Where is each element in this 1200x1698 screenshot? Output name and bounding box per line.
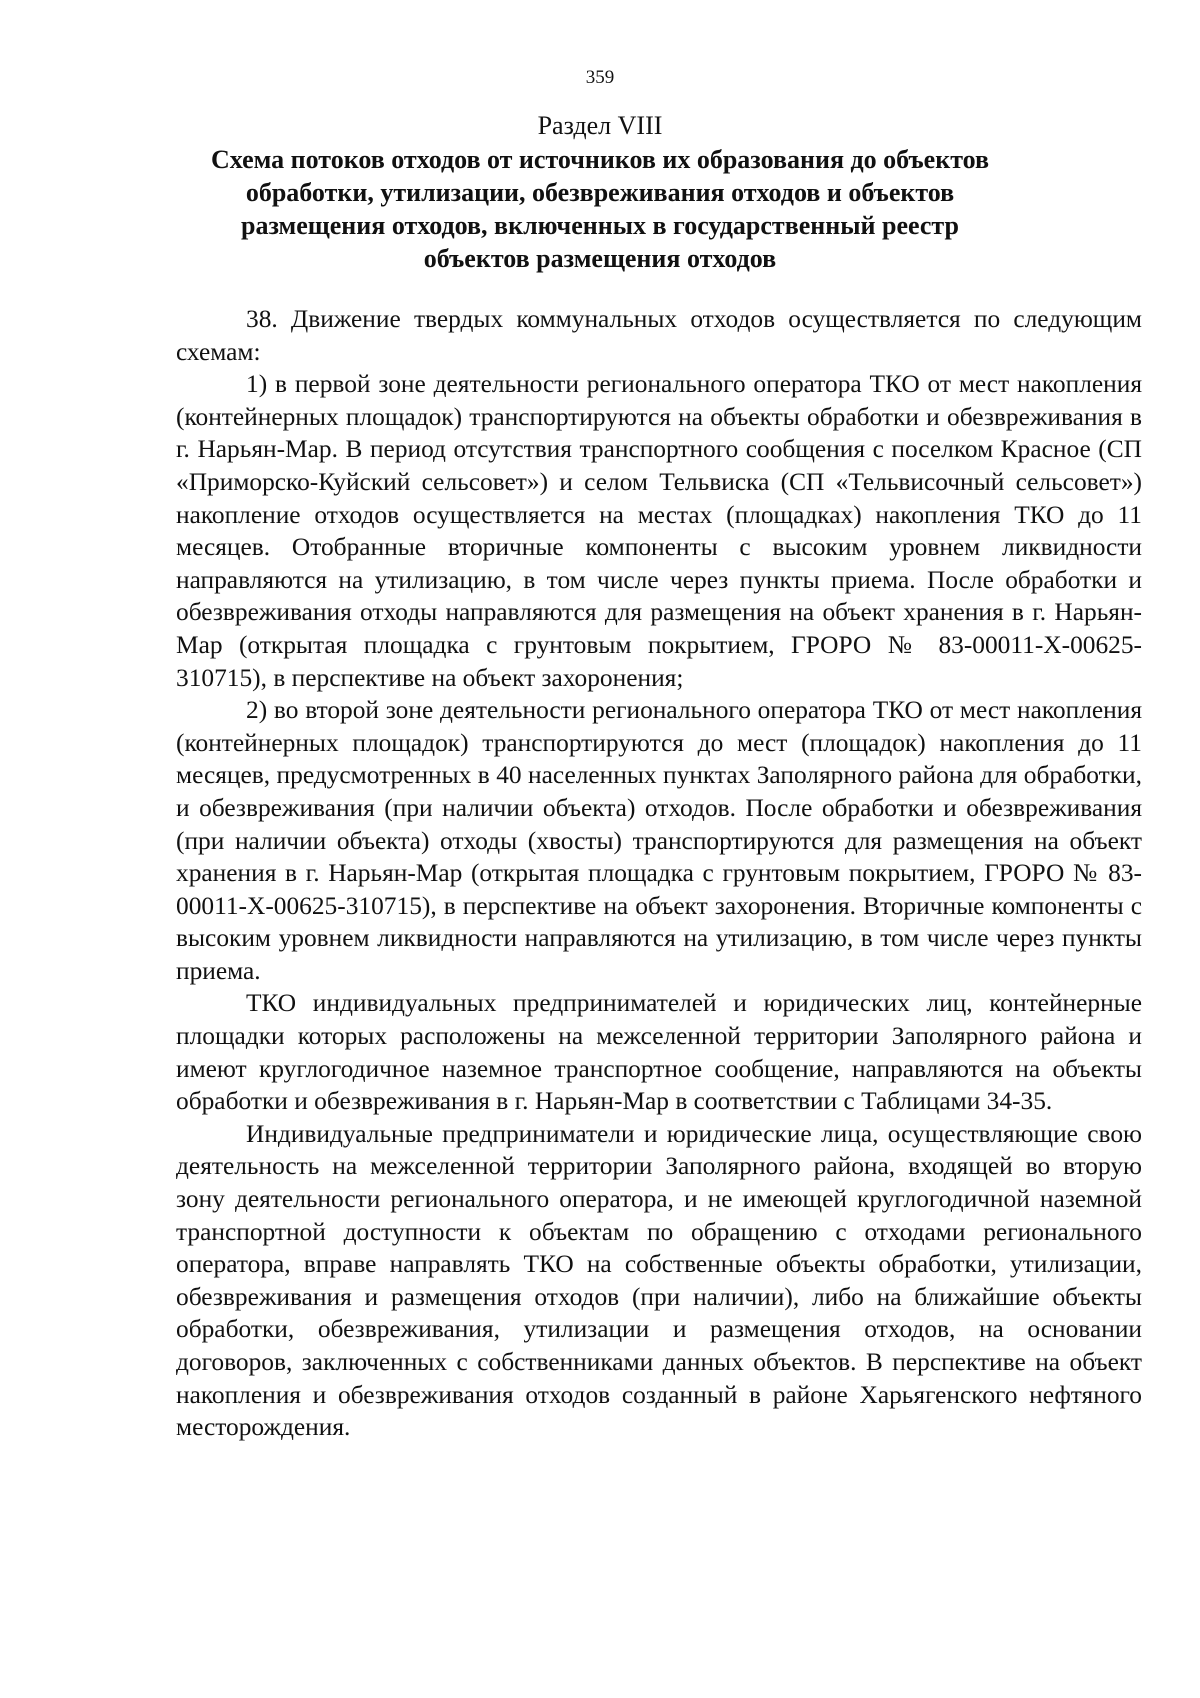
section-heading: Схема потоков отходов от источников их образования до объектов обработки, утилизации, обезвреживания отходов и объектов размещения отходов, включенных в государственный реестр объектов размещения отходов (210, 145, 990, 273)
section-label: Раздел VIII (537, 111, 663, 140)
paragraph-individual-entrepreneurs: ТКО индивидуальных предпринимателей и юридических лиц, контейнерные площадки которых расположены на межселенной территории Заполярного района и имеют круглогодичное наземное транспортное сообщение, направляются на объекты обработки и обезвреживания в г. Нарьян-Мар в соответствии с Таблицами 34-35. (176, 989, 1142, 1116)
paragraph-zone-2: 2) во второй зоне деятельности регионального оператора ТКО от мест накопления (контейнерных площадок) транспортируются до мест (площадок) накопления до 11 месяцев, предусмотренных в 40 населенных пунктах Заполярного района для обработки, и обезвреживания (при наличии объекта) отходов. После обработки и обезвреживания (при наличии объекта) отходы (хвосты) транспортируются для размещения на объект хранения в г. Нарьян-Мар (открытая площадка с грунтовым покрытием, ГРОРО № 83-00011-Х-00625-310715), в перспективе на объект захоронения. Вторичные компоненты с высоким уровнем ликвидности направляются на утилизацию, в том числе через пункты приема. (176, 696, 1142, 985)
paragraph-zone-1: 1) в первой зоне деятельности регионального оператора ТКО от мест накопления (контейнерных площадок) транспортируются на объекты обработки и обезвреживания в г. Нарьян-Мар. В период отсутствия транспортного сообщения с поселком Красное (СП «Приморско-Куйский сельсовет») и селом Тельвиска (СП «Тельвисочный сельсовет») накопление отходов осуществляется на местах (площадках) накопления ТКО до 11 месяцев. Отобранные вторичные компоненты с высоким уровнем ликвидности направляются на утилизацию, в том числе через пункты приема. После обработки и обезвреживания отходы направляются для размещения на объект хранения в г. Нарьян-Мар (открытая площадка с грунтовым покрытием, ГРОРО № 83-00011-Х-00625-310715), в перспективе на объект захоронения; (176, 370, 1142, 692)
page-number: 359 (585, 67, 615, 88)
paragraph-own-facilities: Индивидуальные предприниматели и юридические лица, осуществляющие свою деятельность на межселенной территории Заполярного района, входящей во вторую зону деятельности регионального оператора, и не имеющей круглогодичной наземной транспортной доступности к объектам по обращению с отходами регионального оператора, вправе направлять ТКО на собственные объекты обработки, утилизации, обезвреживания и размещения отходов (при наличии), либо на ближайшие объекты обработки, обезвреживания, утилизации и размещения отходов, на основании договоров, заключенных с собственниками данных объектов. В перспективе на объект накопления и обезвреживания отходов созданный в районе Харьягенского нефтяного месторождения. (176, 1119, 1142, 1442)
paragraph-item-38: 38. Движение твердых коммунальных отходов осуществляется по следующим схемам: (176, 305, 1142, 366)
body-text (176, 303, 1142, 1444)
